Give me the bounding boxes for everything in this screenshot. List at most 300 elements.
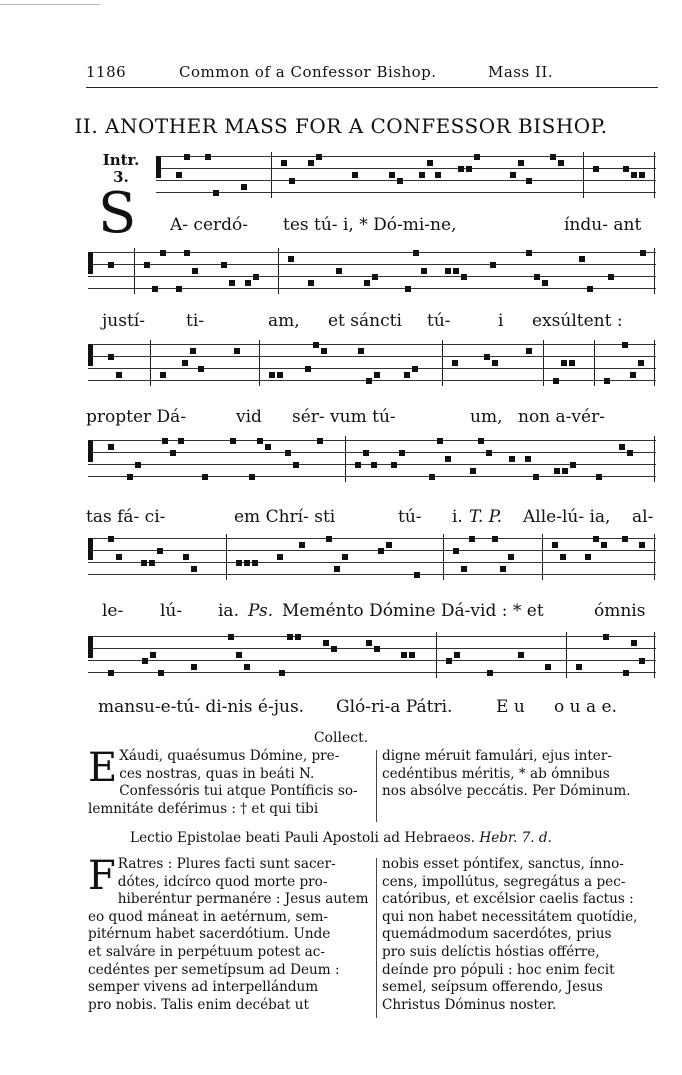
neume-note (336, 268, 342, 274)
neume-note (623, 670, 629, 676)
lectio-line: hiberéntur permanére : Jesus autem (117, 891, 369, 908)
neume-note (461, 566, 467, 572)
neume-note (244, 664, 250, 670)
neume-note (492, 536, 498, 542)
neume-note (170, 450, 176, 456)
neume-note (127, 474, 133, 480)
neume-note (323, 640, 329, 646)
neume-note (593, 166, 599, 172)
neume-note (397, 178, 403, 184)
neume-note (142, 658, 148, 664)
neume-note (316, 154, 322, 160)
neume-note (453, 548, 459, 554)
lectio-line: deínde pro pópuli : hoc enim fecit (382, 961, 615, 978)
lyric-syllable: E u (496, 697, 525, 717)
neume-note (228, 634, 234, 640)
staff-bar (278, 248, 279, 294)
neume-note (630, 372, 636, 378)
neume-note (229, 280, 235, 286)
neume-note (108, 444, 114, 450)
neume-note (421, 268, 427, 274)
neume-note (305, 366, 311, 372)
neume-note (269, 372, 275, 378)
neume-note (184, 250, 190, 256)
collect-line: cedéntibus méritis, * ab ómnibus (382, 765, 610, 782)
staff-bar (566, 632, 567, 678)
lyric-rubric: Ps. (248, 601, 274, 621)
neume-note (545, 664, 551, 670)
neume-note (427, 160, 433, 166)
neume-note (160, 250, 166, 256)
staff-line (156, 168, 656, 169)
neume-note (508, 554, 514, 560)
neume-note (570, 462, 576, 468)
page-number: 1186 (86, 63, 127, 81)
neume-note (452, 360, 458, 366)
neume-note (289, 178, 295, 184)
neume-note (587, 286, 593, 292)
neume-note (108, 536, 114, 542)
collect-left-column (88, 745, 370, 818)
neume-note (453, 268, 459, 274)
staff-end-bar (654, 436, 655, 482)
neume-note (576, 664, 582, 670)
lyric-syllable: le- (102, 601, 124, 621)
column-divider (376, 858, 377, 1018)
lyric-syllable: ómnis (594, 601, 646, 621)
neume-note (435, 172, 441, 178)
lectio-initial: F (88, 853, 116, 899)
staff-line (88, 574, 656, 575)
neume-note (116, 372, 122, 378)
lectio-line: semel, seípsum offerendo, Jesus (382, 979, 603, 996)
neume-note (331, 646, 337, 652)
neume-note (445, 268, 451, 274)
neume-note (308, 280, 314, 286)
neume-note (622, 536, 628, 542)
initial-letter: S (98, 181, 137, 246)
neume-note (526, 250, 532, 256)
neume-note (205, 154, 211, 160)
lectio-line: Ratres : Plures facti sunt sacer- (117, 856, 336, 872)
neume-note (285, 450, 291, 456)
neume-note (554, 468, 560, 474)
staff-line (88, 636, 656, 637)
neume-note (413, 250, 419, 256)
lyric-syllable: propter Dá- (86, 407, 187, 427)
neume-note (326, 536, 332, 542)
neume-note (371, 462, 377, 468)
lectio-line: semper vivens ad interpellándum (88, 979, 319, 996)
staff-bar (226, 534, 227, 580)
neume-note (299, 542, 305, 548)
neume-note (560, 554, 566, 560)
neume-note (252, 560, 258, 566)
lyric-syllable: em Chrí- sti (234, 507, 336, 527)
neume-note (198, 366, 204, 372)
neume-note (277, 372, 283, 378)
staff-bar (345, 436, 346, 482)
lyric-syllable: tú- (398, 507, 422, 527)
staff-line (88, 288, 656, 289)
neume-note (108, 262, 114, 268)
neume-note (190, 348, 196, 354)
neume-note (639, 658, 645, 664)
lectio-line: pitérnum habet sacerdótium. Unde (88, 926, 331, 943)
lyric-syllable: sér- vum tú- (292, 407, 396, 427)
neume-note (249, 474, 255, 480)
neume-note (184, 154, 190, 160)
clef-mark (88, 636, 93, 658)
staff-bar (271, 152, 272, 198)
neume-note (458, 166, 464, 172)
neume-note (221, 262, 227, 268)
neume-note (202, 474, 208, 480)
lectio-line: eo quod máneat in aetérnum, sem- (88, 908, 329, 925)
lectio-line: et salváre in perpétuum potest ac- (88, 943, 325, 960)
staff-end-bar (654, 632, 655, 678)
section-label: Mass II. (488, 63, 554, 81)
neume-note (550, 154, 556, 160)
staff-end-bar (654, 340, 655, 386)
lectio-line: quemádmodum sacerdótes, prius (382, 926, 612, 943)
neume-note (579, 256, 585, 262)
neume-note (603, 634, 609, 640)
neume-note (191, 664, 197, 670)
running-title: Common of a Confessor Bishop. (179, 63, 437, 81)
neume-note (470, 468, 476, 474)
staff-line (88, 264, 656, 265)
lyric-syllable: ti- (186, 311, 205, 331)
neume-note (157, 548, 163, 554)
clef-mark (88, 252, 93, 274)
staff-line (88, 380, 656, 381)
neume-note (553, 378, 559, 384)
neume-note (409, 652, 415, 658)
lectio-right-column (382, 856, 662, 1014)
lyric-syllable: Gló-ri-a Pátri. (336, 697, 453, 717)
neume-note (414, 572, 420, 578)
neume-note (429, 474, 435, 480)
neume-note (478, 438, 484, 444)
neume-note (230, 438, 236, 444)
lyric-syllable: tú- (427, 311, 451, 331)
neume-note (639, 172, 645, 178)
lyric-syllable: um, (470, 407, 503, 427)
neume-note (160, 372, 166, 378)
neume-note (419, 172, 425, 178)
lyric-syllable: mansu-e-tú- di-nis é-jus. (98, 697, 305, 717)
staff-line (88, 562, 656, 563)
neume-note (334, 566, 340, 572)
neume-note (279, 670, 285, 676)
neume-note (372, 274, 378, 280)
neume-note (236, 560, 242, 566)
neume-note (358, 348, 364, 354)
column-divider (376, 750, 377, 822)
neume-note (399, 450, 405, 456)
neume-note (518, 652, 524, 658)
neume-note (412, 366, 418, 372)
staff-line (156, 192, 656, 193)
clef-mark (88, 538, 93, 560)
neume-note (561, 360, 567, 366)
collect-initial: E (88, 745, 118, 791)
lectio-line: pro nobis. Talis enim decébat ut (88, 996, 309, 1013)
neume-note (638, 360, 644, 366)
neume-note (534, 274, 540, 280)
clef-mark (88, 440, 93, 462)
page-title: II. ANOTHER MASS FOR A CONFESSOR BISHOP. (74, 114, 608, 138)
staff-bar (443, 534, 444, 580)
chant-staff-1 (156, 152, 656, 198)
staff-line (88, 476, 656, 477)
staff-line (88, 440, 656, 441)
neume-note (183, 554, 189, 560)
staff-bar (442, 340, 443, 386)
lectio-line: qui non habet necessitátem quotídie, (382, 908, 638, 925)
neume-note (461, 274, 467, 280)
neume-note (510, 172, 516, 178)
neume-note (308, 160, 314, 166)
lectio-left-column (88, 853, 372, 1014)
neume-note (631, 172, 637, 178)
neume-note (374, 646, 380, 652)
lyric-syllable: índu- ant (564, 215, 642, 235)
neume-note (152, 286, 158, 292)
neume-note (405, 286, 411, 292)
neume-note (295, 634, 301, 640)
staff-line (88, 538, 656, 539)
neume-note (401, 652, 407, 658)
neume-note (604, 378, 610, 384)
neume-note (108, 354, 114, 360)
lectio-line: cedéntes per semetípsum ad Deum : (88, 961, 340, 978)
lyric-syllable: A- cerdó- (170, 215, 248, 235)
neume-note (623, 166, 629, 172)
neume-note (241, 184, 247, 190)
neume-note (518, 160, 524, 166)
neume-note (490, 262, 496, 268)
staff-line (156, 156, 656, 157)
staff-line (88, 356, 656, 357)
staff-line (88, 368, 656, 369)
neume-note (542, 280, 548, 286)
neume-note (446, 658, 452, 664)
collect-line: digne méruit famulári, ejus inter- (382, 748, 612, 764)
neume-note (321, 348, 327, 354)
lyric-syllable: exsúltent : (532, 311, 623, 331)
neume-note (234, 348, 240, 354)
neume-note (191, 566, 197, 572)
neume-note (213, 190, 219, 196)
neume-note (466, 166, 472, 172)
neume-note (601, 542, 607, 548)
lectio-line: dótes, idcírco quod morte pro- (117, 873, 328, 890)
neume-note (378, 548, 384, 554)
neume-note (176, 286, 182, 292)
lyric-syllable: vid (236, 407, 262, 427)
neume-note (391, 462, 397, 468)
staff-line (88, 344, 656, 345)
collect-line: lemnitáte deférimus : † et qui tibi (88, 800, 319, 817)
clef-mark (88, 344, 93, 366)
collect-heading: Collect. (313, 730, 369, 746)
neume-note (525, 456, 531, 462)
neume-note (150, 652, 156, 658)
staff-line (88, 660, 656, 661)
neume-note (454, 652, 460, 658)
neume-note (355, 462, 361, 468)
staff-end-bar (654, 534, 655, 580)
staff-line (88, 672, 656, 673)
neume-note (593, 536, 599, 542)
lyric-syllable: et sáncti (328, 311, 402, 331)
neume-note (236, 652, 242, 658)
staff-bar (134, 248, 135, 294)
chant-staff-5 (88, 534, 656, 580)
neume-note (288, 256, 294, 262)
neume-note (526, 178, 532, 184)
neume-note (293, 462, 299, 468)
introit-abbrev: Intr. (102, 151, 140, 169)
neume-note (492, 360, 498, 366)
neume-note (176, 172, 182, 178)
lectio-line: pro suis delíctis hóstias offérre, (382, 943, 600, 960)
neume-note (608, 274, 614, 280)
page-edge-mark (0, 4, 100, 5)
neume-note (366, 640, 372, 646)
neume-note (552, 542, 558, 548)
lectio-line: nobis esset póntifex, sanctus, ínno- (382, 856, 624, 872)
neume-note (287, 634, 293, 640)
neume-note (178, 438, 184, 444)
neume-note (364, 280, 370, 286)
staff-bar (259, 340, 260, 386)
staff-line (88, 648, 656, 649)
neume-note (116, 554, 122, 560)
neume-note (135, 462, 141, 468)
running-header (86, 63, 658, 88)
neume-note (366, 378, 372, 384)
lyric-syllable: ia. (218, 601, 239, 621)
neume-note (469, 536, 475, 542)
lyric-syllable: tes tú- i, * Dó-mi-ne, (283, 215, 457, 235)
neume-note (509, 456, 515, 462)
staff-bar (594, 340, 595, 386)
lyric-syllable: non a-vér- (518, 407, 605, 427)
neume-note (526, 348, 532, 354)
neume-note (487, 670, 493, 676)
neume-note (277, 554, 283, 560)
neume-note (640, 250, 646, 256)
lectio-line: Christus Dóminus noster. (382, 996, 557, 1013)
neume-note (149, 560, 155, 566)
neume-note (437, 438, 443, 444)
staff-line (88, 252, 656, 253)
lyric-rubric: T. P. (469, 507, 503, 527)
neume-note (533, 474, 539, 480)
neume-note (244, 560, 250, 566)
chant-staff-6 (88, 632, 656, 678)
lyric-syllable: i. (452, 507, 463, 527)
neume-note (389, 172, 395, 178)
neume-note (474, 154, 480, 160)
neume-note (245, 280, 251, 286)
staff-end-bar (654, 248, 655, 294)
lyric-syllable: am, (268, 311, 300, 331)
chant-staff-3 (88, 340, 656, 386)
neume-note (484, 354, 490, 360)
collect-right-column (382, 748, 660, 801)
neume-note (404, 372, 410, 378)
neume-note (192, 268, 198, 274)
neume-note (162, 438, 168, 444)
neume-note (182, 360, 188, 366)
neume-note (486, 450, 492, 456)
neume-note (144, 262, 150, 268)
lectio-title: Lectio Epistolae beati Pauli Apostoli ad Hebraeos. (130, 830, 476, 846)
neume-note (596, 474, 602, 480)
staff-bar (583, 152, 584, 198)
neume-note (363, 450, 369, 456)
neume-note (108, 670, 114, 676)
neume-note (631, 640, 637, 646)
staff-end-bar (654, 152, 655, 198)
lyric-syllable: al- (632, 507, 654, 527)
lectio-reference: Hebr. 7. d. (479, 830, 552, 846)
neume-note (158, 670, 164, 676)
neume-note (386, 542, 392, 548)
neume-note (569, 360, 575, 366)
neume-note (445, 456, 451, 462)
lectio-line: cens, impollútus, segregátus a pec- (382, 873, 626, 890)
lectio-heading (0, 830, 682, 846)
neume-note (562, 468, 568, 474)
chant-staff-4 (88, 436, 656, 482)
lyric-syllable: tas fá- ci- (86, 507, 166, 527)
staff-line (88, 550, 656, 551)
lyric-syllable: justí- (102, 311, 145, 331)
staff-line (156, 180, 656, 181)
neume-note (313, 342, 319, 348)
collect-line: ces nostras, quas in beáti N. (119, 765, 315, 782)
lyric-syllable: Alle-lú- ia, (523, 507, 611, 527)
clef-mark (156, 156, 161, 178)
neume-note (619, 444, 625, 450)
neume-note (374, 372, 380, 378)
collect-line: nos absólve peccátis. Per Dóminum. (382, 783, 631, 800)
neume-note (500, 566, 506, 572)
neume-note (585, 554, 591, 560)
collect-line: Confessóris tui atque Pontíficis so- (119, 783, 358, 800)
neume-note (281, 160, 287, 166)
neume-note (627, 450, 633, 456)
lyric-syllable: Meménto Dómine Dá-vid : * et (282, 601, 544, 621)
neume-note (317, 438, 323, 444)
neume-note (257, 438, 263, 444)
lyric-syllable: lú- (160, 601, 183, 621)
neume-note (558, 160, 564, 166)
chant-staff-2 (88, 248, 656, 294)
lectio-line: catóribus, et excélsior caelis factus : (382, 891, 634, 908)
introit-mode: 3. (113, 168, 129, 186)
neume-note (265, 444, 271, 450)
staff-bar (150, 340, 151, 386)
neume-note (622, 342, 628, 348)
neume-note (639, 542, 645, 548)
neume-note (342, 554, 348, 560)
